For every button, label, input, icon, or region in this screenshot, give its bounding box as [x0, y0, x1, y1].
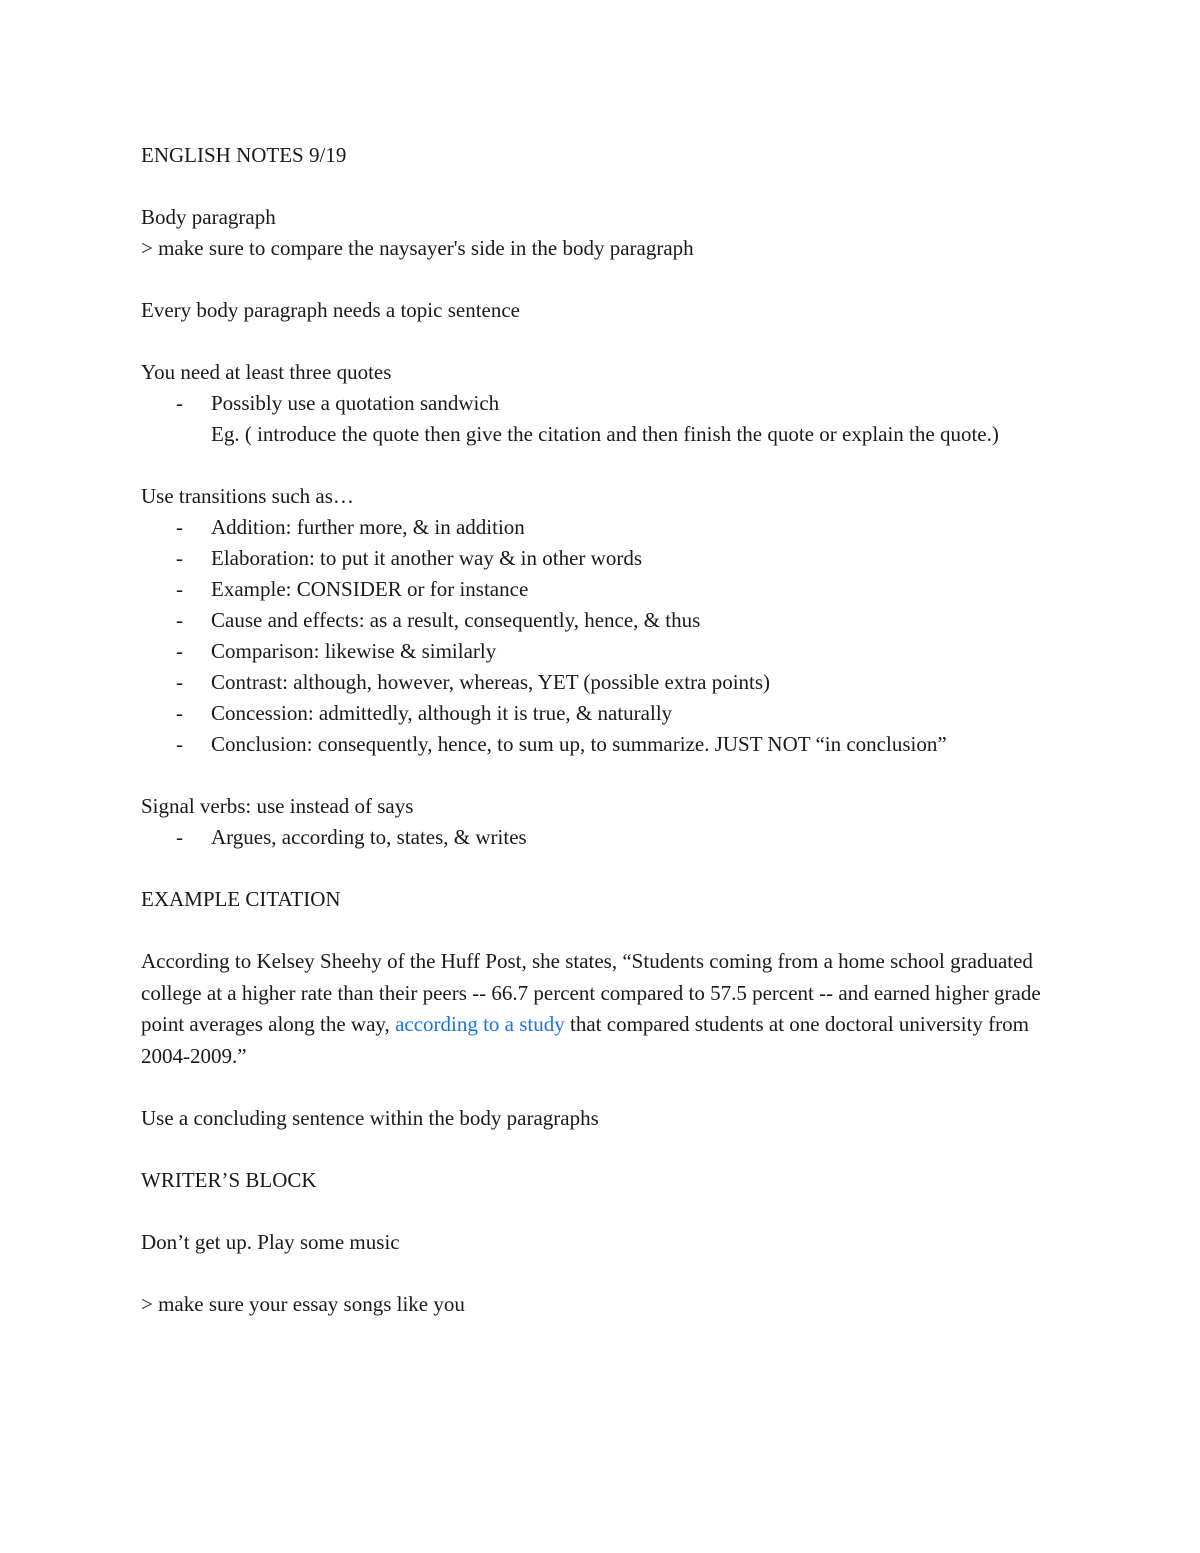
transitions-list: [141, 512, 1061, 760]
example-citation-heading: EXAMPLE CITATION: [141, 887, 341, 911]
spacer: [141, 1134, 1061, 1165]
quotes-list: [141, 388, 1061, 450]
quote-sandwich-example: Eg. ( introduce the quote then give the citation and then finish the quote or explain the quote.): [211, 422, 999, 446]
spacer: [141, 326, 1061, 357]
concluding-sentence-note: Use a concluding sentence within the body paragraphs: [141, 1106, 599, 1130]
list-item: [141, 729, 1061, 760]
spacer: [141, 1072, 1061, 1103]
spacer: [141, 264, 1061, 295]
bullet-dash: -: [176, 515, 183, 539]
document-title: ENGLISH NOTES 9/19: [141, 143, 347, 167]
bullet-dash: -: [176, 608, 183, 632]
list-item-text: Example: CONSIDER or for instance: [211, 577, 529, 601]
document-page: [141, 140, 1061, 1320]
spacer: [141, 853, 1061, 884]
bullet-dash: -: [176, 639, 183, 663]
example-citation-paragraph: [141, 946, 1059, 1072]
body-paragraph-note: > make sure to compare the naysayer's side in the body paragraph: [141, 236, 694, 260]
citation-text-after: that compared students at one doctoral university from 2004-2009.”: [141, 1012, 1029, 1068]
study-link[interactable]: according to a study: [395, 1012, 565, 1036]
body-paragraph-heading: Body paragraph: [141, 205, 276, 229]
list-item: [141, 543, 1061, 574]
list-item: [141, 512, 1061, 543]
list-item-text: Addition: further more, & in addition: [211, 515, 525, 539]
spacer: [141, 760, 1061, 791]
bullet-dash: -: [176, 670, 183, 694]
spacer: [141, 915, 1061, 946]
list-item: [141, 388, 1061, 450]
writers-block-tip: Don’t get up. Play some music: [141, 1230, 400, 1254]
writers-block-note: > make sure your essay songs like you: [141, 1292, 465, 1316]
list-item: [141, 605, 1061, 636]
list-item: [141, 822, 1061, 853]
list-item-text: Concession: admittedly, although it is true, & naturally: [211, 701, 673, 725]
bullet-dash: -: [176, 732, 183, 756]
quotes-heading: You need at least three quotes: [141, 360, 392, 384]
list-item: [141, 698, 1061, 729]
list-item-text: Possibly use a quotation sandwich: [211, 391, 500, 415]
spacer: [141, 1196, 1061, 1227]
list-item-text: Contrast: although, however, whereas, YET (possible extra points): [211, 670, 771, 694]
topic-sentence-note: Every body paragraph needs a topic sentence: [141, 298, 521, 322]
list-item-text: Argues, according to, states, & writes: [211, 825, 527, 849]
list-item-text: Comparison: likewise & similarly: [211, 639, 497, 663]
citation-text-before: According to Kelsey Sheehy of the Huff Post, she states, “Students coming from a home school graduated college at a higher rate than their peers -- 66.7 percent compared to 57.5 percent -- and earned higher grade point averages along the way,: [141, 949, 1041, 1036]
bullet-dash: -: [176, 577, 183, 601]
list-item-text: Elaboration: to put it another way & in other words: [211, 546, 642, 570]
list-item: [141, 667, 1061, 698]
spacer: [141, 1258, 1061, 1289]
bullet-dash: -: [176, 701, 183, 725]
bullet-dash: -: [176, 391, 183, 415]
list-item-text: Conclusion: consequently, hence, to sum up, to summarize. JUST NOT “in conclusion”: [211, 732, 947, 756]
signal-verbs-heading: Signal verbs: use instead of says: [141, 794, 414, 818]
list-item: [141, 574, 1061, 605]
signal-verbs-list: [141, 822, 1061, 853]
writers-block-heading: WRITER’S BLOCK: [141, 1168, 317, 1192]
spacer: [141, 450, 1061, 481]
list-item-text: Cause and effects: as a result, consequently, hence, & thus: [211, 608, 701, 632]
transitions-heading: Use transitions such as…: [141, 484, 354, 508]
bullet-dash: -: [176, 825, 183, 849]
list-item: [141, 636, 1061, 667]
spacer: [141, 171, 1061, 202]
bullet-dash: -: [176, 546, 183, 570]
